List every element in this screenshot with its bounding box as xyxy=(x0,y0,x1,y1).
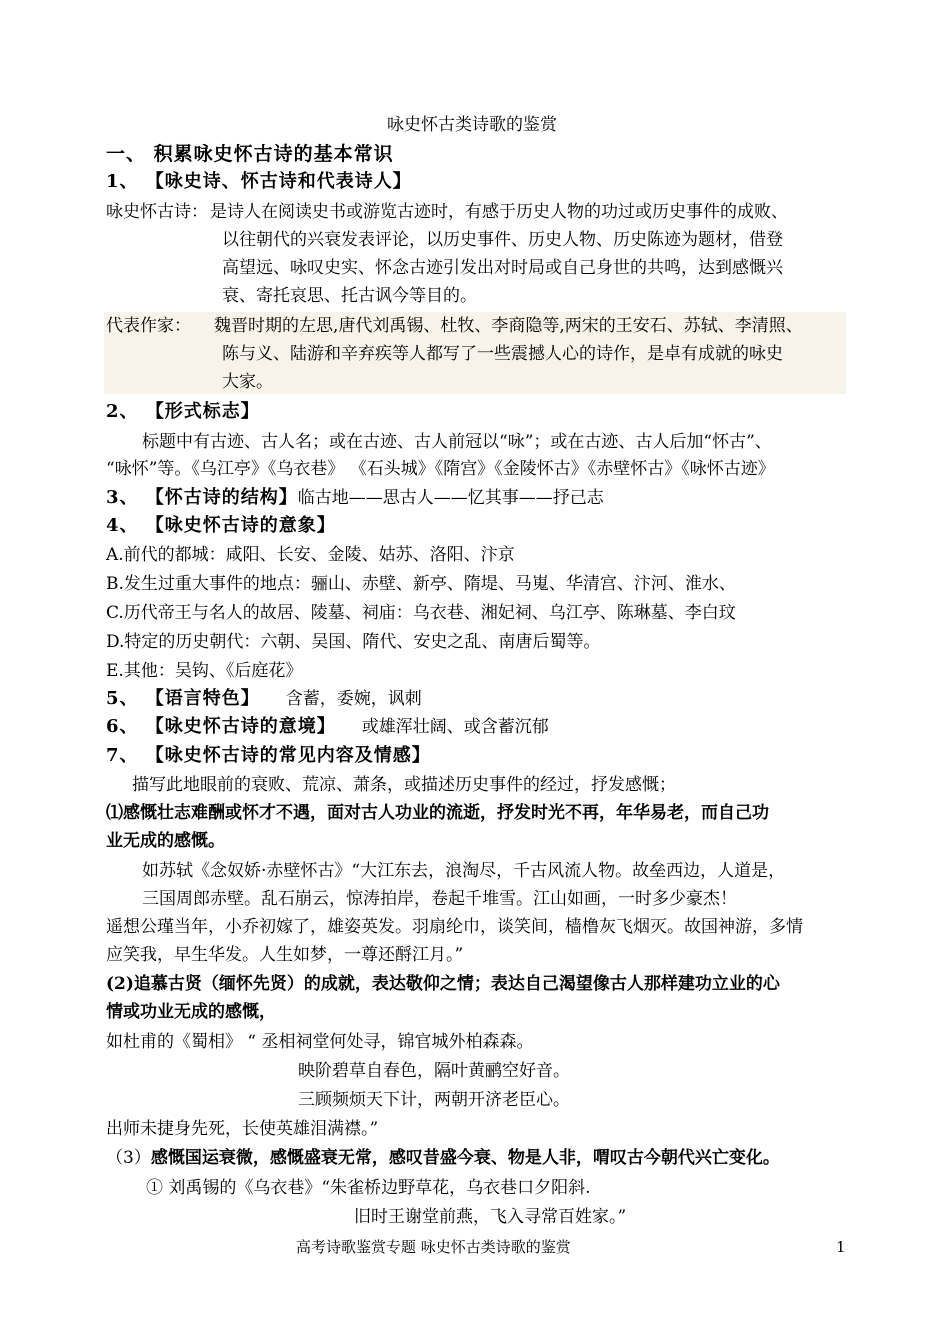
page-number: 1 xyxy=(836,1238,846,1256)
definition-line: 是诗人在阅读史书或游览古迹时，有感于历史人物的功过或历史事件的成败、 xyxy=(210,202,788,222)
definition-line: 以往朝代的兴衰发表评论，以历史事件、历史人物、历史陈迹为题材，借登 xyxy=(222,230,783,250)
imagery-item: D.特定的历史朝代：六朝、吴国、隋代、安史之乱、南唐后蜀等。 xyxy=(106,632,601,652)
poem-example-line: 遥想公瑾当年，小乔初嫁了，雄姿英发。羽扇纶巾，谈笑间，樯橹灰飞烟灭。故国神游，多情 xyxy=(106,917,803,937)
poem-example-line: 三国周郎赤壁。乱石崩云，惊涛拍岸，卷起千堆雪。江山如画，一时多少豪杰！ xyxy=(142,889,737,909)
emotion-point-2: 情或功业无成的感慨， xyxy=(106,1002,276,1022)
poem-example-line: 三顾频烦天下计，两朝开济老臣心。 xyxy=(298,1090,570,1110)
subsection-heading-3-title: 3、 【怀古诗的结构】 xyxy=(106,487,298,508)
document-title: 咏史怀古类诗歌的鉴赏 xyxy=(387,115,557,135)
poem-example-line: 应笑我，早生华发。人生如梦，一尊还酹江月。” xyxy=(106,945,464,965)
emotion-point-2: (2)追慕古贤（缅怀先贤）的成就，表达敬仰之情；表达自己渴望像古人那样建功立业的心 xyxy=(106,974,780,994)
poem-example-line: 如杜甫的《蜀相》 “ 丞相祠堂何处寻，锦官城外柏森森。 xyxy=(106,1032,534,1052)
section-heading-1: 一、 积累咏史怀古诗的基本常识 xyxy=(106,143,394,165)
imagery-item: C.历代帝王与名人的故居、陵墓、祠庙：乌衣巷、湘妃祠、乌江亭、陈琳墓、李白玟 xyxy=(106,603,736,623)
mood-text: 或雄浑壮阔、或含蓄沉郁 xyxy=(361,717,549,737)
emotion-point-3 xyxy=(106,1146,780,1170)
poem-example-line: 映阶碧草自春色，隔叶黄鹂空好音。 xyxy=(298,1061,570,1081)
emotion-point-1: 业无成的感慨。 xyxy=(106,831,225,851)
subsection-heading-6-title: 6、 【咏史怀古诗的意境】 xyxy=(106,716,336,737)
language-features-text: 含蓄，委婉，讽刺 xyxy=(285,689,422,709)
emotion-point-3-number: （3） xyxy=(106,1148,151,1168)
poem-example-line: 如苏轼《念奴娇·赤壁怀古》“大江东去，浪淘尽，千古风流人物。故垒西边，人道是， xyxy=(142,861,786,881)
imagery-item: A.前代的都城：咸阳、长安、金陵、姑苏、洛阳、汴京 xyxy=(106,545,515,565)
subsection-heading-2: 2、 【形式标志】 xyxy=(106,401,260,422)
authors-line: 魏晋时期的左思,唐代刘禹锡、杜牧、李商隐等,两宋的王安石、苏轼、李清照、 xyxy=(214,316,803,336)
subsection-heading-6 xyxy=(106,715,549,739)
poem-example-line: 旧时王谢堂前燕，飞入寻常百姓家。” xyxy=(354,1207,627,1227)
form-marker-line: “咏怀”等。《乌江亭》《乌衣巷》 《石头城》《隋宫》《金陵怀古》《赤壁怀古》《咏怀古迹》 xyxy=(106,459,775,479)
emotion-point-3-text: 感慨国运衰微，感慨盛衰无常，感叹昔盛今衰、物是人非，喟叹古今朝代兴亡变化。 xyxy=(150,1148,780,1168)
authors-line: 大家。 xyxy=(222,372,273,392)
subsection-heading-5-title: 5、 【语言特色】 xyxy=(106,688,260,709)
imagery-item: B.发生过重大事件的地点：骊山、赤壁、新亭、隋堤、马嵬、华清宫、汴河、淮水、 xyxy=(106,574,736,594)
subsection-heading-5 xyxy=(106,687,422,711)
form-marker-line: 标题中有古迹、古人名；或在古迹、古人前冠以“咏”；或在古迹、古人后加“怀古”、 xyxy=(142,432,772,452)
authors-label: 代表作家： xyxy=(106,316,191,336)
authors-line: 陈与义、陆游和辛弃疾等人都写了一些震撼人心的诗作，是卓有成就的咏史 xyxy=(222,344,783,364)
subsection-heading-1: 1、 【咏史诗、怀古诗和代表诗人】 xyxy=(106,171,412,192)
poem-example-line: 出师未捷身先死，长使英雄泪满襟。” xyxy=(106,1119,379,1139)
subsection-heading-7: 7、 【咏史怀古诗的常见内容及情感】 xyxy=(106,745,431,766)
content-intro: 描写此地眼前的衰败、荒凉、萧条，或描述历史事件的经过，抒发感慨； xyxy=(132,775,676,795)
structure-text: 临古地——思古人——忆其事——抒己志 xyxy=(297,488,604,508)
subsection-heading-4: 4、 【咏史怀古诗的意象】 xyxy=(106,515,336,536)
poem-example-line: ① 刘禹锡的《乌衣巷》“朱雀桥边野草花，乌衣巷口夕阳斜. xyxy=(146,1178,591,1198)
page-footer: 高考诗歌鉴赏专题 咏史怀古类诗歌的鉴赏 xyxy=(296,1238,571,1256)
definition-line: 衰、寄托哀思、托古讽今等目的。 xyxy=(222,286,477,306)
imagery-item: E.其他：吴钩、《后庭花》 xyxy=(106,661,303,681)
definition-label: 咏史怀古诗： xyxy=(106,202,208,222)
subsection-heading-3 xyxy=(106,486,604,510)
emotion-point-1: ⑴感慨壮志难酬或怀才不遇，面对古人功业的流逝，抒发时光不再，年华易老，而自己功 xyxy=(106,803,769,823)
definition-line: 高望远、咏叹史实、怀念古迹引发出对时局或自己身世的共鸣，达到感慨兴 xyxy=(222,258,783,278)
